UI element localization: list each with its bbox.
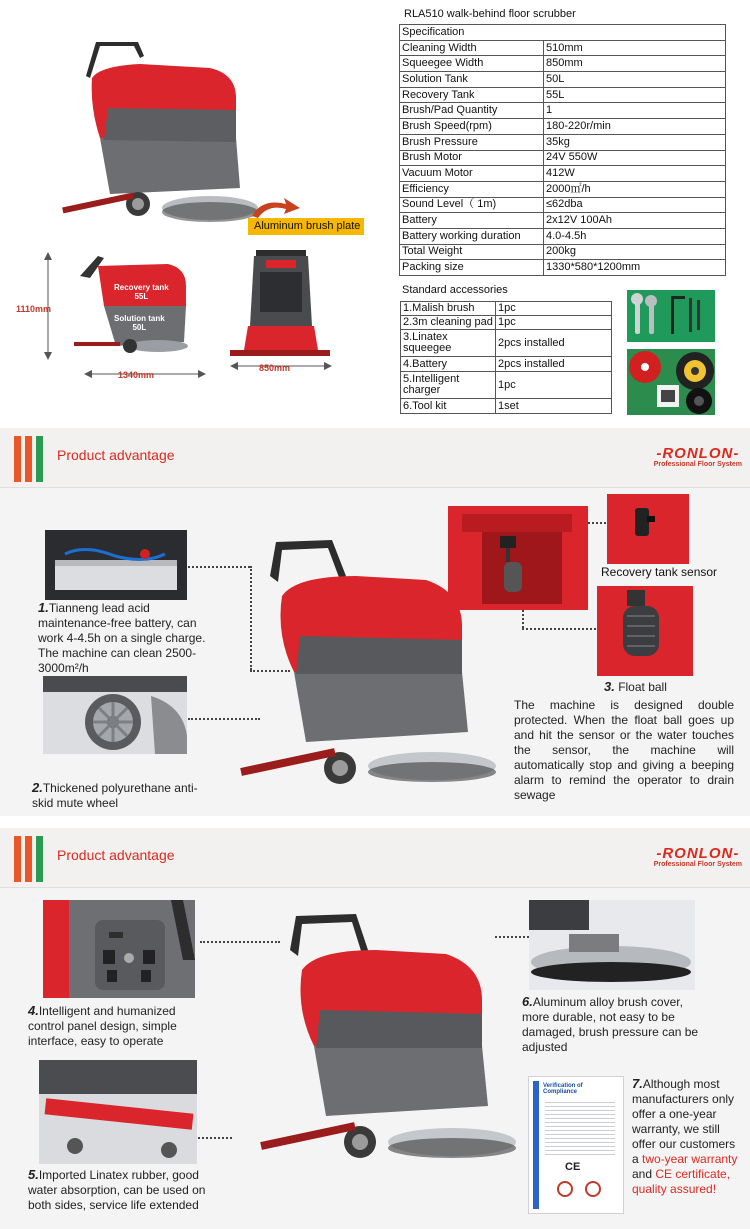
accessories-title: Standard accessories xyxy=(402,284,508,296)
squeegee-photo xyxy=(39,1060,197,1164)
scrubber-center-image-2 xyxy=(256,910,518,1172)
feature-float-ball: 3. Float ball xyxy=(604,679,667,694)
brush-cover-photo xyxy=(529,900,695,990)
ce-certificate xyxy=(528,1076,624,1214)
table-row: 6.Tool kit 1set xyxy=(401,399,612,414)
control-panel-photo xyxy=(43,900,195,998)
table-row: Packing size 1330*580*1200mm xyxy=(400,260,726,276)
feature-squeegee: 5.Imported Linatex rubber, good water absorption, can be used on both sides, service life extended xyxy=(28,1167,206,1212)
table-row: 5.Intelligent charger 1pc xyxy=(401,372,612,399)
feature-battery: 1.Tianneng lead acid maintenance-free battery, can work 4-4.5h on a single charge. The machine can clean 2500-3000m²/h xyxy=(38,600,206,675)
section-title-2: Product advantage xyxy=(57,847,175,863)
spec-header: Specification xyxy=(400,25,726,41)
brand-logo: -RONLON- Professional Floor System xyxy=(653,445,742,468)
rear-view-image xyxy=(226,246,336,370)
length-dimension: 1340mm xyxy=(118,370,155,380)
table-row: Brush Pressure 35kg xyxy=(400,134,726,150)
recovery-tank-label: Recovery tank 55L xyxy=(114,283,169,301)
height-dimension: 1110mm xyxy=(16,304,52,314)
table-row: 2.3m cleaning pad 1pc xyxy=(401,316,612,330)
feature-warranty: 7.Although most manufacturers only offer a one-year warranty, we still offer our customers a two-year warranty and CE certificate, quality assured! xyxy=(632,1076,738,1196)
wheel-photo xyxy=(43,676,187,754)
table-row: Solution Tank 50L xyxy=(400,72,726,88)
float-ball-photo xyxy=(597,586,693,676)
recovery-sensor-label: Recovery tank sensor xyxy=(601,565,718,579)
feature-control-panel: 4.Intelligent and humanized control panel design, simple interface, easy to operate xyxy=(28,1003,177,1048)
feature-wheel: 2.Thickened polyurethane anti-skid mute wheel xyxy=(32,780,198,810)
accessories-table xyxy=(400,301,612,414)
table-row: Total Weight 200kg xyxy=(400,244,726,260)
section-title-1: Product advantage xyxy=(57,447,175,463)
table-row: Efficiency 2000㎡/h xyxy=(400,181,726,197)
protection-description: The machine is designed double protected. When the float ball goes up and hit the sensor or the water touches the sensor, the machine will automatically stop and giving a beeping alarm to remind the operator to drain sewage xyxy=(514,698,734,802)
table-row: 4.Battery 2pcs installed xyxy=(401,357,612,372)
certificate-text-lines xyxy=(545,1099,615,1155)
certificate-title: Verification of Compliance xyxy=(543,1083,583,1095)
table-row: Brush/Pad Quantity 1 xyxy=(400,103,726,119)
advantage-banner-1 xyxy=(0,428,750,488)
table-row: Vacuum Motor 412W xyxy=(400,166,726,182)
certificate-stripe xyxy=(533,1081,539,1209)
brand-logo: -RONLON- Professional Floor System xyxy=(653,845,742,868)
table-row: Brush Speed(rpm) 180-220r/min xyxy=(400,119,726,135)
table-row: 1.Malish brush 1pc xyxy=(401,302,612,316)
width-dimension: 850mm xyxy=(259,363,291,373)
table-row: Squeegee Width 850mm xyxy=(400,56,726,72)
table-row: 3.Linatex squeegee 2pcs installed xyxy=(401,330,612,357)
table-row: Sound Level（ 1m) ≤62dba xyxy=(400,197,726,213)
tool-kit-image xyxy=(627,290,715,342)
seal-icon xyxy=(557,1181,573,1197)
tank-sensor-photo xyxy=(448,506,588,610)
table-row: Recovery Tank 55L xyxy=(400,87,726,103)
table-row: Brush Motor 24V 550W xyxy=(400,150,726,166)
brush-pads-image xyxy=(627,349,715,415)
table-row: Battery 2x12V 100Ah xyxy=(400,213,726,229)
seal-icon xyxy=(585,1181,601,1197)
advantage-banner-2 xyxy=(0,828,750,888)
table-row xyxy=(400,25,726,41)
solution-tank-label: Solution tank 50L xyxy=(114,314,165,332)
spec-title: RLA510 walk-behind floor scrubber xyxy=(404,8,576,20)
recovery-sensor-photo xyxy=(607,494,689,564)
feature-brush-cover: 6.Aluminum alloy brush cover, more durable, not easy to be damaged, brush pressure can be adjusted xyxy=(522,994,699,1054)
plate-label: Aluminum brush plate xyxy=(248,218,364,235)
arrow-icon xyxy=(248,196,304,220)
spec-table xyxy=(399,24,726,276)
table-row: Battery working duration 4.0-4.5h xyxy=(400,228,726,244)
ce-mark: CE xyxy=(565,1161,581,1173)
scrubber-image xyxy=(60,38,260,228)
table-row: Cleaning Width 510mm xyxy=(400,40,726,56)
battery-photo xyxy=(45,530,187,600)
